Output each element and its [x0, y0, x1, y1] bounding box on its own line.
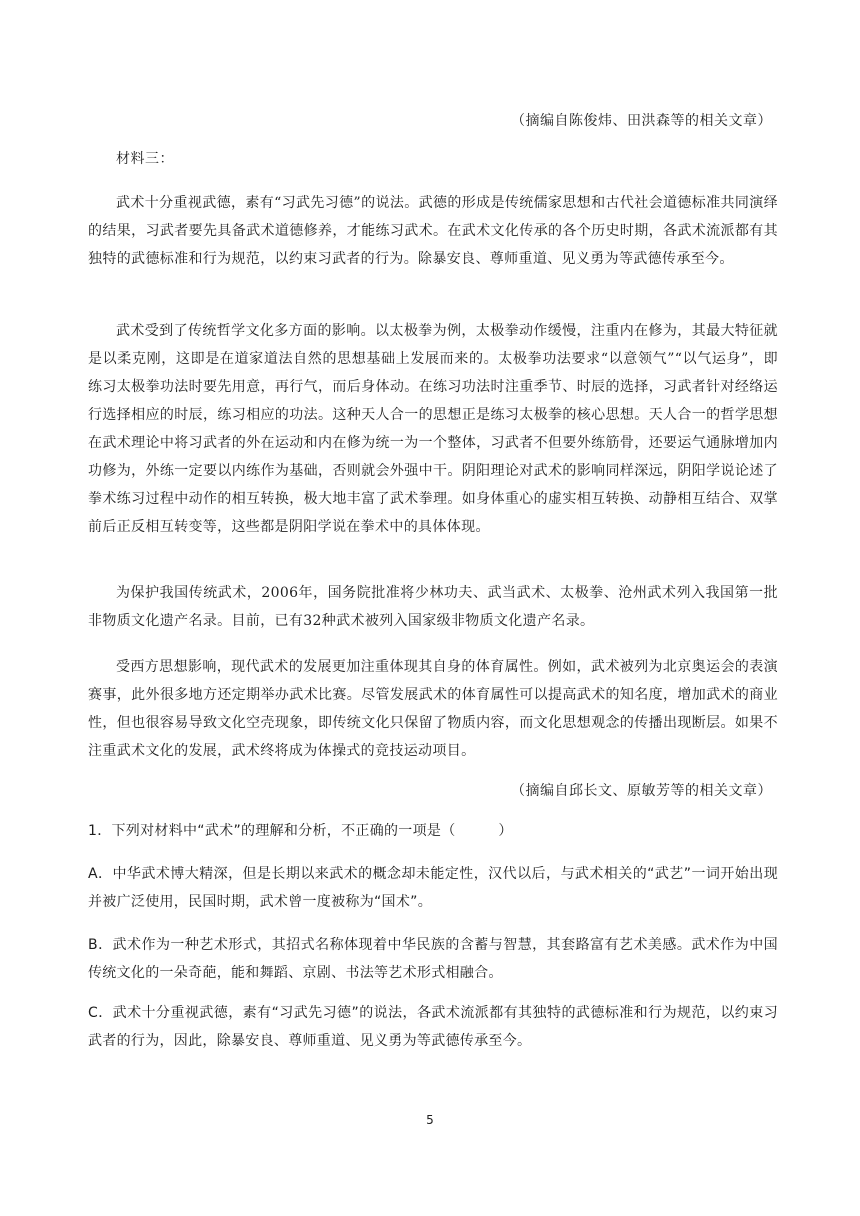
option-b: B．武术作为一种艺术形式，其招式名称体现着中华民族的含蓄与智慧，其套路富有艺术美感。武术作为中国传统文化的一朵奇葩，能和舞蹈、京剧、书法等艺术形式相融合。: [88, 937, 778, 981]
section-heading: 材料三：: [116, 151, 174, 167]
paragraph-2: 武术受到了传统哲学文化多方面的影响。以太极拳为例，太极拳动作缓慢，注重内在修为，其最大特征就是以柔克刚，这即是在道家道法自然的思想基础上发展而来的。太极拳功法要求“以意领气”“以气运身”，即练习太极拳功法时要先用意，再行气，而后身体动。在练习功法时注重季节、时辰的选择，习武者针对经络运行选择相应的时辰，练习相应的功法。这种天人合一的思想正是练习太极拳的核心思想。天人合一的哲学思想在武术理论中将习武者的外在运动和内在修为统一为一个整体，习武者不但要外练筋骨，还要运气通脉增加内功修为，外练一定要以内练作为基础，否则就会外强中干。阴阳理论对武术的影响同样深远，阴阳学说论述了拳术练习过程中动作的相互转换，极大地丰富了武术拳理。如身体重心的虚实相互转换、动静相互结合、双掌前后正反相互转变等，这些都是阴阳学说在拳术中的具体体现。: [88, 323, 778, 535]
paragraph-4: 受西方思想影响，现代武术的发展更加注重体现其自身的体育属性。例如，武术被列为北京奥运会的表演赛事，此外很多地方还定期举办武术比赛。尽管发展武术的体育属性可以提高武术的知名度，增加武术的商业性，但也很容易导致文化空壳现象，即传统文化只保留了物质内容，而文化思想观念的传播出现断层。如果不注重武术文化的发展，武术终将成为体操式的竞技运动项目。: [88, 659, 778, 759]
page-number: 5: [426, 1113, 434, 1127]
option-c: C．武术十分重视武德，素有“习武先习德”的说法，各武术流派都有其独特的武德标准和行为规范，以约束习武者的行为，因此，除暴安良、尊师重道、见义勇为等武德传承至今。: [88, 1005, 778, 1049]
paragraph-3: 为保护我国传统武术，2006年，国务院批准将少林功夫、武当武术、太极拳、沧州武术列入我国第一批非物质文化遗产名录。目前，已有32种武术被列入国家级非物质文化遗产名录。: [88, 585, 778, 629]
option-a: A．中华武术博大精深，但是长期以来武术的概念却未能定性，汉代以后，与武术相关的“武艺”一词开始出现并被广泛使用，民国时期，武术曾一度被称为“国术”。: [88, 866, 778, 910]
paragraph-1: 武术十分重视武德，素有“习武先习德”的说法。武德的形成是传统儒家思想和古代社会道德标准共同演绎的结果，习武者要先具备武术道德修养，才能练习武术。在武术文化传承的各个历史时期，各武术流派都有其独特的武德标准和行为规范，以约束习武者的行为。除暴安良、尊师重道、见义勇为等武德传承至今。: [88, 195, 778, 267]
source-citation-top: （摘编自陈俊炜、田洪森等的相关文章）: [511, 113, 772, 129]
source-citation-bottom: （摘编自邱长文、原敏芳等的相关文章）: [511, 783, 772, 799]
question-stem: 1．下列对材料中“武术”的理解和分析，不正确的一项是（ ）: [88, 823, 513, 839]
